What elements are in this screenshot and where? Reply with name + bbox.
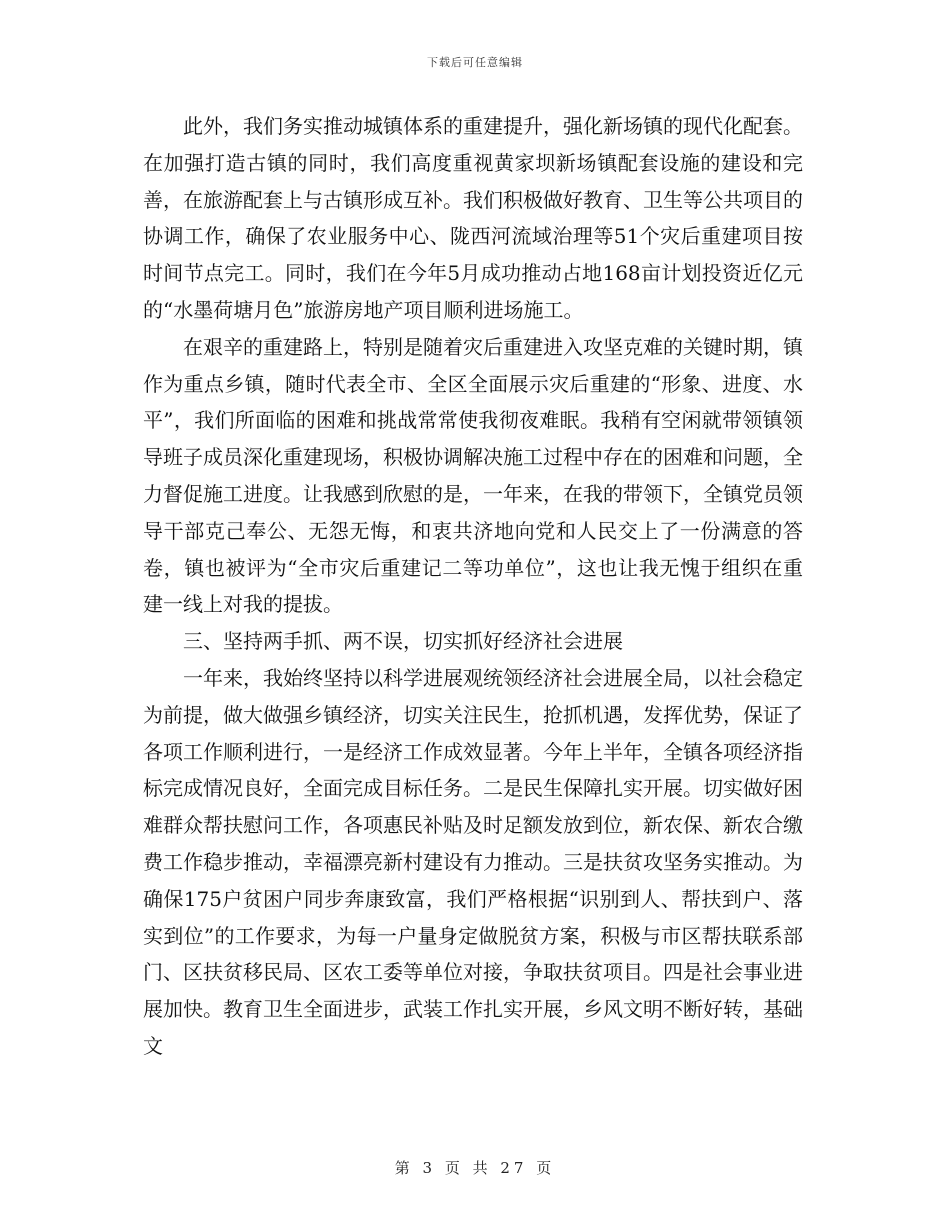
paragraph: 一年来，我始终坚持以科学进展观统领经济社会进展全局，以社会稳定为前提，做大做强乡镇经济，切实关注民生，抢抓机遇，发挥优势，保证了各项工作顺利进行，一是经济工作成效显著。今年上半年，全镇各项经济指标完成情况良好，全面完成目标任务。二是民生保障扎实开展。切实做好困难群众帮扶慰问工作，各项惠民补贴及时足额发放到位，新农保、新农合缴费工作稳步推动，幸福漂亮新村建设有力推动。三是扶贫攻坚务实推动。为确保175户贫困户同步奔康致富，我们严格根据“识别到人、帮扶到户、落实到位”的工作要求，为每一户量身定做脱贫方案，积极与市区帮扶联系部门、区扶贫移民局、区农工委等单位对接，争取扶贫项目。四是社会事业进展加快。教育卫生全面进步，武装工作扎实开展，乡风文明不断好转，基础文 (143, 665, 803, 1058)
document-body (143, 108, 803, 1065)
paragraph: 此外，我们务实推动城镇体系的重建提升，强化新场镇的现代化配套。在加强打造古镇的同时，我们高度重视黄家坝新场镇配套设施的建设和完善，在旅游配套上与古镇形成互补。我们积极做好教育、卫生等公共项目的协调工作，确保了农业服务中心、陇西河流域治理等51个灾后重建项目按时间节点完工。同时，我们在今年5月成功推动占地168亩计划投资近亿元的“水墨荷塘月色”旅游房地产项目顺利进场施工。 (143, 114, 803, 322)
page-footer: 第 3 页 共 27 页 (394, 1159, 556, 1177)
page-header: 下载后可任意编辑 (427, 56, 523, 69)
paragraph: 在艰辛的重建路上，特别是随着灾后重建进入攻坚克难的关键时期，镇作为重点乡镇，随时代表全市、全区全面展示灾后重建的“形象、进度、水平”，我们所面临的困难和挑战常常使我彻夜难眠。我稍有空闲就带领镇领导班子成员深化重建现场，积极协调解决施工过程中存在的困难和问题，全力督促施工进度。让我感到欣慰的是，一年来，在我的带领下，全镇党员领导干部克己奉公、无怨无悔，和衷共济地向党和人民交上了一份满意的答卷，镇也被评为“全市灾后重建记二等功单位”，这也让我无愧于组织在重建一线上对我的提拔。 (143, 334, 803, 617)
section-heading: 三、坚持两手抓、两不误，切实抓好经济社会进展 (183, 629, 623, 654)
